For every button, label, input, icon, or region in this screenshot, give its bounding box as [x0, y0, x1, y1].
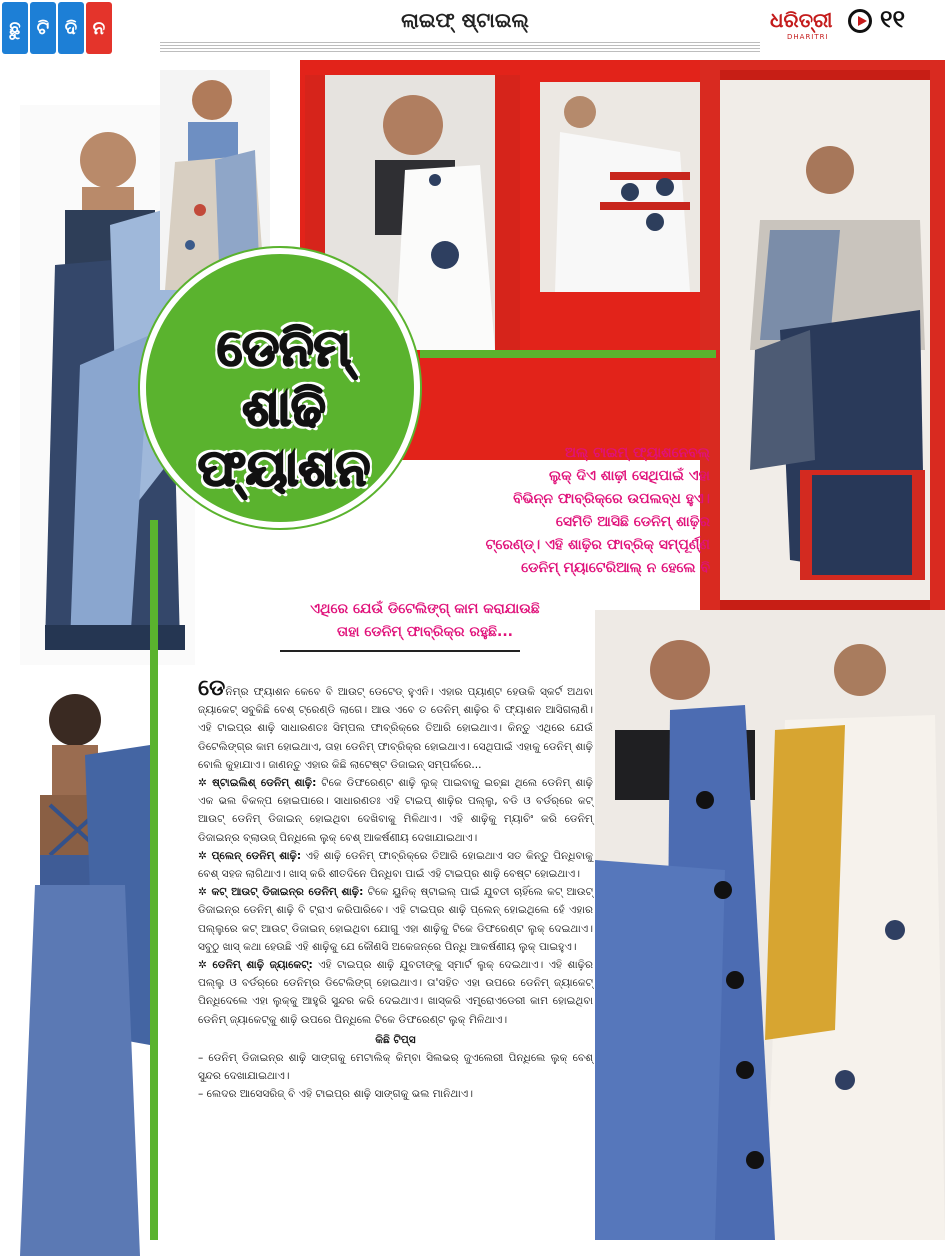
- photo-models-denim-grommet-and-jacket: [595, 610, 945, 1240]
- section-body: ଏହି ଶାଢ଼ି ଡେନିମ୍ ଫାବ୍ରିକ୍‌ରେ ତିଆରି ହୋଇଥାଏ ସତ କିନ୍ତୁ ପିନ୍ଧିବାକୁ ବେଶ୍ ସହଜ ଲାଗିଥାଏ। ଖାସ୍ କରି ଶୀତଦିନେ ପିନ୍ଧିବା ପାଇଁ ଏହି ଟାଇପ୍‌ର ଶାଢ଼ି ବେଷ୍ଟ ହୋଇଥାଏ।: [198, 849, 593, 881]
- lead-paragraph-text: ନିମ୍‌ର ଫ୍ୟାଶନ କେବେ ବି ଆଉଟ୍ ଡେଟେଡ୍ ହୁଏନି। ଏହାର ପ୍ୟାଣ୍ଟ ହେଉକି ସ୍କର୍ଟ ଅଥବା ଜ୍ୟାକେଟ୍ ସବୁକିଛି ବେଶ୍ ଟ୍ରେଣ୍ଡି ଲାଗେ। ଆଉ ଏବେ ତ ଡେନିମ୍ ଶାଢ଼ିର ବି ଫ୍ୟାଶନ ଆସିଗଲାଣି। ଏହି ଟାଇପ୍‌ର ଶାଢ଼ି ସାଧାରଣତଃ ସିମ୍ପଲ ଫାବ୍ରିକ୍‌ରେ ତିଆରି ହୋଇଥାଏ। କିନ୍ତୁ ଏଥିରେ ଯେଉଁ ଡିଟେଲିଙ୍ଗ୍‌ର କାମ ହୋଇଥାଏ, ତାହା ଡେନିମ୍ ଫାବ୍ରିକ୍‌ର ହୋଇଥାଏ। ସେଥିପାଇଁ ଏହାକୁ ଡେନିମ୍ ଶାଢ଼ି ବୋଲି କୁହାଯାଏ। ଜାଣନ୍ତୁ ଏହାର କିଛି ଲାଟେଷ୍ଟ ଡିଜାଇନ୍ ସମ୍ପର୍କରେ...: [198, 686, 593, 771]
- logo-letter: ନ: [86, 2, 112, 54]
- tip-item: – ଡେନିମ୍ ଡିଜାଇନ୍‌ର ଶାଢ଼ି ସାଙ୍ଗକୁ ମେଟାଲିକ୍ କିମ୍ବା ସିଲଭର୍ ଜୁଏଲେରୀ ପିନ୍ଧିଲେ ଲୁକ୍ ବେଶ୍ ସୁନ୍ଦର ଦେଖାଯାଇଥାଏ।: [198, 1052, 593, 1083]
- intro-line: ଡେନିମ୍ ମ୍ୟାଟେରିଆଲ୍ ନ ହେଲେ ବି: [521, 560, 710, 576]
- logo-letter: ଟି: [30, 2, 56, 54]
- section-body: ଟିକେ ଡିଫରେଣ୍ଟ ଶାଢ଼ି ଲୁକ୍ ପାଇବାକୁ ଇଚ୍ଛା ଥିଲେ ଡେନିମ୍ ଶାଢ଼ି ଏକ ଭଲ ବିକଳ୍ପ ହୋଇପାରେ। ସାଧାରଣତଃ ଏହି ଟାଇପ୍ ଶାଢ଼ିର ପଲ୍ଲୁ, ବଡି ଓ ବର୍ଡର୍‌ରେ କଟ୍ ଆଉଟ୍ ଡେନିମ୍ ଡିଜାଇନ୍ ହୋଇଥିବା ଦେଖିବାକୁ ମିଳିଥାଏ। ଏହି ଶାଢ଼ିକୁ ମ୍ୟାଚିଂ କରି ଡେନିମ୍ ଡିଜାଇନ୍‌ର ବ୍ଲାଉଜ୍ ପିନ୍ଧିଲେ ଲୁକ୍ ବେଶ୍ ଆକର୍ଷଣୀୟ ଦେଖାଯାଇଥାଏ।: [198, 777, 593, 844]
- article-section: [198, 956, 593, 1029]
- article-body: [198, 676, 594, 1104]
- intro-line: ତାହା ଡେନିମ୍ ଫାବ୍ରିକ୍‌ର ରହୁଛି...: [337, 624, 513, 640]
- article-title: [185, 318, 383, 498]
- section-heading: ✲ ପ୍ଲେନ୍ ଡେନିମ୍ ଶାଢ଼ି:: [198, 849, 302, 862]
- section-body: ଟିକେ ୟୁନିକ୍ ଷ୍ଟାଇଲ୍ ପାଇଁ ଯୁବତୀ ଚାହିଁଲେ କଟ୍ ଆଉଟ୍ ଡିଜାଇନ୍‌ର ଡେନିମ୍ ଶାଢ଼ି ବି ଟ୍ରାଏ କରିପାରିବେ। ଏହି ଟାଇପ୍‌ର ଶାଢ଼ି ପ୍ଲେନ୍ ହୋଇଥିଲେ ହେଁ ଏହାର ପଲ୍ଲୁରେ କଟ୍ ଆଉଟ୍ ଡିଜାଇନ୍ ହୋଇଥିବା ଯୋଗୁ ଏହା ଶାଢ଼ିକୁ ଟିକେ ଡିଫରେଣ୍ଟ ଲୁକ୍ ଦେଇଥାଏ। ସବୁଠୁ ଖାସ୍ କଥା ହେଉଛି ଏହି ଶାଢ଼ିକୁ ଯେ କୌଣସି ଅକେଜନ୍‌ରେ ପିନ୍ଧି ଆକର୍ଷଣୀୟ ଲୁକ୍ ପାଇହୁଏ।: [198, 886, 593, 953]
- article-section: [198, 847, 593, 883]
- article-title-line: ଶାଢି: [242, 379, 326, 437]
- intro-line: ଲୁକ୍ ଦିଏ ଶାଢ଼ୀ ସେଥିପାଇଁ ଏହା: [549, 468, 710, 484]
- section-heading: ✲ ଷ୍ଟାଇଲିଶ୍ ଡେନିମ୍ ଶାଢ଼ି:: [198, 777, 317, 790]
- article-title-line: ଫ୍ୟାଶନ: [197, 439, 371, 497]
- intro-divider: [280, 650, 520, 652]
- section-title: ଲାଇଫ୍ ଷ୍ଟାଇଲ୍: [401, 8, 529, 32]
- article-intro-continued: [255, 598, 595, 644]
- drop-cap: ଡେ: [198, 676, 226, 701]
- page-number: ୧୧: [880, 5, 906, 33]
- section-body: ଏହି ଟାଇପ୍‌ର ଶାଢ଼ି ଯୁବତୀଙ୍କୁ ସ୍ମାର୍ଟ ଲୁକ୍ ଦେଇଥାଏ। ଏହି ଶାଢ଼ିର ପଲ୍ଲୁ ଓ ବର୍ଡର୍‌ରେ ଡେନିମ୍‌ର ଡିଟେଲିଙ୍ଗ୍ ହୋଇଥାଏ। ତା'ସହିତ ଏହା ଉପରେ ଡେନିମ୍ ଜ୍ୟାକେଟ୍ ପିନ୍ଧିଦେଲେ ଏହା ଲୁକ୍‌କୁ ଆହୁରି ସୁନ୍ଦର କରି ଦେଇଥାଏ। ଖାସ୍‌କରି ଏମ୍ବ୍ରୋଏଡେରୀ କାମ ହୋଇଥିବା ଡେନିମ୍ ଜ୍ୟାକେଟ୍‌କୁ ଶାଢ଼ି ଉପରେ ପିନ୍ଧିଲେ ଟିକେ ଡିଫରେଣ୍ଟ ଲୁକ୍ ମିଳିଥାଏ।: [198, 959, 594, 1026]
- intro-line: ଏଥିରେ ଯେଉଁ ଡିଟେଲିଙ୍ଗ୍ କାମ କରାଯାଉଛି: [310, 601, 540, 617]
- article-intro: [420, 442, 710, 580]
- tips-heading: କିଛି ଟିପ୍ସ: [375, 1033, 416, 1046]
- newspaper-logo: ଧରିତ୍ରୀ: [770, 8, 833, 32]
- logo-letter: ଦି: [58, 2, 84, 54]
- header-rule: [160, 42, 760, 52]
- newspaper-logo-subtitle: DHARITRI: [787, 33, 829, 41]
- intro-line: ସେମିତି ଆସିଛି ଡେନିମ୍ ଶାଢ଼ିର: [555, 514, 710, 530]
- intro-line: ଅଲ୍ ଟାଇମ୍ ଫ୍ୟାଶନେବଲ୍: [565, 445, 710, 461]
- intro-line: ବିଭିନ୍ନ ଫାବ୍ରିକ୍‌ରେ ଉପଲବ୍ଧ ହୁଏ।: [513, 491, 710, 507]
- section-logo: [2, 2, 112, 54]
- section-heading: ✲ ଡେନିମ୍ ଶାଢ଼ି ଜ୍ୟାକେଟ୍:: [198, 959, 313, 972]
- lead-paragraph: [198, 676, 593, 774]
- section-heading: ✲ କଟ୍ ଆଉଟ୍ ଡିଜାଇନ୍‌ର ଡେନିମ୍ ଶାଢ଼ି:: [198, 886, 364, 899]
- photo-model-white-saree-patches: [540, 82, 700, 292]
- tip-item: – ଲେଦର ଆସେସରିଜ୍ ବି ଏହି ଟାଇପ୍‌ର ଶାଢ଼ି ସାଙ୍ଗକୁ ଭଲ ମାନିଥାଏ।: [198, 1088, 473, 1101]
- green-frame-left: [150, 520, 158, 1240]
- photo-model-denim-patchwork-saree: [720, 80, 930, 600]
- article-title-line: ଡେନିମ୍: [217, 319, 351, 377]
- article-section: [198, 883, 593, 956]
- photo-model-blue-drape-backless: [0, 665, 150, 1256]
- page-header: [0, 0, 945, 58]
- intro-line: ଟ୍ରେଣ୍ଡ୍। ଏହି ଶାଢ଼ିର ଫାବ୍ରିକ୍ ସମ୍ପୂର୍ଣ୍ଣ: [485, 537, 710, 553]
- green-frame-top: [420, 350, 716, 358]
- play-icon: [848, 9, 872, 33]
- logo-letter: ଛୁ: [2, 2, 28, 54]
- article-section: [198, 774, 593, 847]
